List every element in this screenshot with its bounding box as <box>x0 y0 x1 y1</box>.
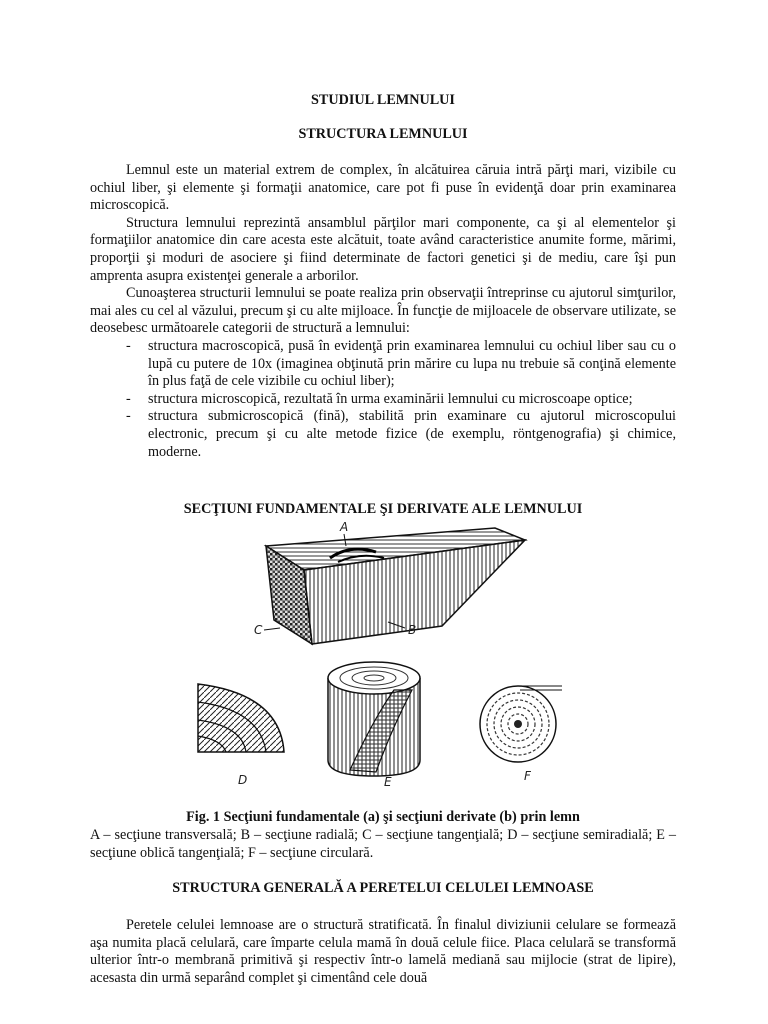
section-heading-cell-wall: STRUCTURA GENERALĂ A PERETELUI CELULEI LEMNOASE <box>172 880 594 896</box>
paragraph-4: Peretele celulei lemnoase are o structură stratificată. În finalul diviziunii celulare se formează aşa numita placă celulară, care împarte celula mamă în două celule fiice. Placa celulară se transformă ulterior într-o membrană primitivă şi respectiv într-o lamelă mediană sau mijlocie (strat de lipire), acesasta din urmă separând complet şi cimentând cele două <box>90 917 676 986</box>
circular-section-illustration <box>480 686 562 762</box>
intro-text <box>90 162 676 461</box>
paragraph-3: Cunoaşterea structurii lemnului se poate realiza prin observaţii întreprinse cu ajutorul simţurilor, mai ales cu cel al văzului, precum şi cu alte mijloace. În funcţie de mijloacele de observare utilizate, se deosebesc următoarele categorii de structură a lemnului: <box>90 285 676 337</box>
paragraph-1: Lemnul este un material extrem de complex, în alcătuirea căruia intră părţi mari, vizibile cu ochiul liber, şi elemente şi formaţii anatomice, care pot fi puse în evidenţă doar prin examinarea microscopică. <box>90 162 676 214</box>
list-item-text: structura submicroscopică (fină), stabilită prin examinare cu ajutorul microscopului electronic, precum şi cu alte metode fizice (de exemplu, röntgenografia) şi chimice, moderne. <box>148 408 676 460</box>
label-f: F <box>524 769 531 783</box>
figure-caption: Fig. 1 Secţiuni fundamentale (a) şi secţiuni derivate (b) prin lemn <box>186 809 580 825</box>
document-title: STUDIUL LEMNULUI <box>311 92 455 108</box>
list-item-text: structura microscopică, rezultată în urma examinării lemnului cu microscoape optice; <box>148 390 633 407</box>
paragraph-2: Structura lemnului reprezintă ansamblul părţilor mari componente, ca şi al elementelor şi formaţiilor anatomice din care acesta este alcătuit, toate având caracteristice anumite forme, mărimi, proporţii şi moduri de asociere şi fiind determinate de factori genetici şi de mediu, care îşi pun amprenta asupra existenţei generale a arborilor. <box>90 214 676 284</box>
label-a: A <box>340 520 349 534</box>
label-c: C <box>254 623 263 637</box>
structure-categories-list <box>90 338 676 461</box>
section-heading-structure: STRUCTURA LEMNULUI <box>298 126 468 142</box>
list-item <box>90 408 676 461</box>
list-dash: - <box>126 390 131 407</box>
section-heading-sections: SECŢIUNI FUNDAMENTALE ŞI DERIVATE ALE LEMNULUI <box>183 501 583 517</box>
list-item <box>90 338 676 391</box>
list-item-text: structura macroscopică, pusă în evidenţă prin examinarea lemnului cu ochiul liber sau cu o lupă cu putere de 10x (imaginea obţinută prin mărire cu lupa nu trebuie să conţină elemente în plus faţă de cele vizibile cu ochiul liber); <box>148 337 676 390</box>
cell-wall-text <box>90 917 676 987</box>
oblique-tangential-section-illustration <box>328 662 420 776</box>
semiradial-section-illustration <box>198 684 284 752</box>
wood-sections-figure <box>180 518 580 798</box>
list-dash: - <box>126 408 131 425</box>
figure-legend: A – secţiune transversală; B – secţiune radială; C – secţiune tangenţială; D – secţiune semiradială; E – secţiune oblică tangenţială; F – secţiune circulară. <box>90 827 676 861</box>
list-dash: - <box>126 337 131 354</box>
label-b: B <box>408 623 417 637</box>
label-d: D <box>238 773 248 787</box>
label-e: E <box>384 775 392 789</box>
wood-block-illustration <box>266 528 525 644</box>
list-item <box>90 391 676 409</box>
